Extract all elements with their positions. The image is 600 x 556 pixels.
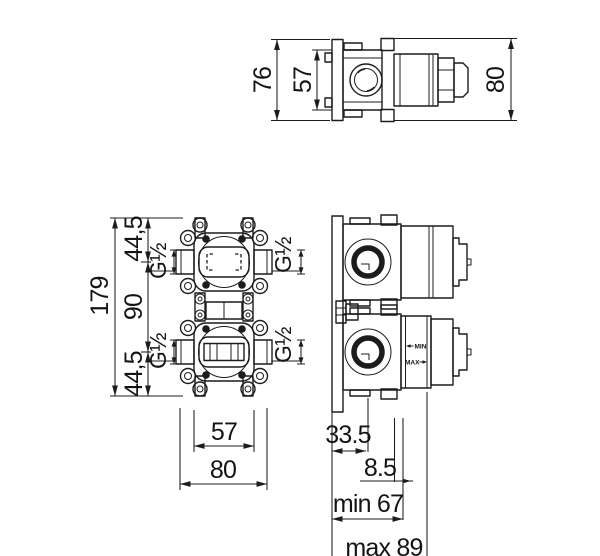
side-view — [325, 215, 471, 556]
front-view — [86, 216, 305, 490]
dim-side-min67 — [332, 490, 403, 519]
dim-min67-label: min 67 — [332, 490, 404, 518]
dim-side-85 — [360, 454, 413, 483]
g12-top-left: G½ — [145, 242, 171, 280]
port-label-bottom-right — [270, 327, 305, 364]
port-label-top-left — [145, 243, 178, 279]
front-top-valve — [176, 231, 272, 294]
front-bottom-bracket — [193, 376, 255, 396]
dim-side-335 — [325, 421, 370, 451]
g12-top-right: G½ — [270, 236, 296, 274]
g12-bottom-right: G½ — [270, 326, 296, 364]
cartridge-min-max — [405, 343, 427, 366]
dim-80-top-label: 80 — [482, 66, 510, 94]
front-top-bracket — [193, 218, 255, 238]
top-view — [249, 39, 517, 122]
top-view-body — [325, 39, 468, 122]
dim-57-top-label: 57 — [289, 66, 317, 94]
dim-57-front-label: 57 — [210, 418, 238, 446]
dim-76-label: 76 — [249, 66, 277, 94]
port-label-bottom-left — [145, 333, 178, 369]
dim-90-label: 90 — [120, 293, 148, 321]
side-bottom-valve — [343, 305, 471, 399]
side-wall-plate — [332, 216, 343, 412]
front-bridge — [195, 293, 253, 321]
dim-85-label: 8.5 — [363, 454, 397, 482]
front-bottom-valve — [176, 321, 272, 384]
side-mid-bracket — [336, 301, 358, 323]
dim-179-label: 179 — [86, 276, 114, 316]
cartridge-max-label: MAX — [405, 359, 420, 367]
dim-max89-label: max 89 — [345, 534, 423, 556]
dim-335-label: 33.5 — [325, 421, 371, 449]
dim-front-44-bottom — [120, 351, 148, 396]
dim-top-80 — [394, 39, 517, 121]
dim-445-top-label: 44,5 — [120, 216, 148, 262]
dim-front-57 — [194, 410, 254, 452]
dim-80-front-label: 80 — [209, 456, 237, 484]
dim-445-bottom-label: 44,5 — [120, 351, 148, 397]
g12-bottom-left: G½ — [145, 332, 171, 370]
cartridge-min-label: MIN — [414, 343, 427, 351]
side-top-valve — [343, 215, 471, 309]
dim-side-max89 — [345, 534, 422, 556]
port-label-top-right — [270, 237, 305, 274]
